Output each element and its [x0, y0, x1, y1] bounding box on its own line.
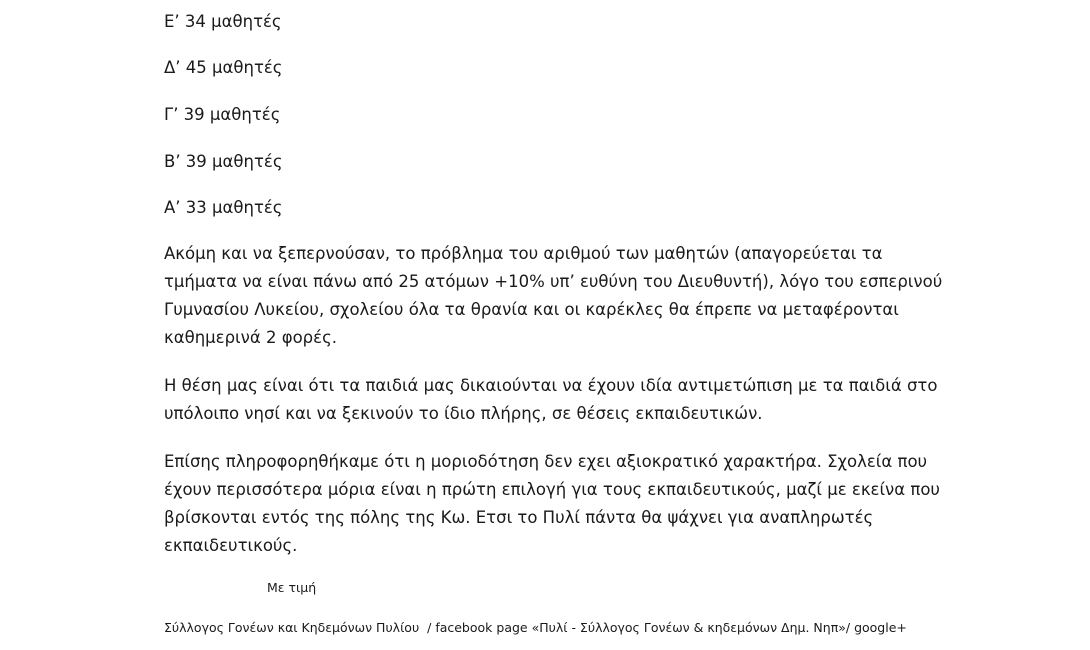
class-count-b: Β’ 39 μαθητές — [164, 152, 283, 171]
paragraph-teacher-allocation: Επίσης πληροφορηθήκαμε ότι η μοριοδότηση δεν εχει αξιοκρατικό χαρακτήρα. Σχολεία που έχουν περισσότερα μόρια είναι η πρώτη επιλογή για τους εκπαιδευτικούς, μαζί με εκείνα που βρίσκονται εντός της πόλης της Κω. Ετσι το Πυλί πάντα θα ψάχνει για αναπληρωτές εκπαιδευτικούς. — [164, 452, 940, 555]
paragraph-equal-treatment: Η θέση μας είναι ότι τα παιδιά μας δικαιούνται να έχουν ιδία αντιμετώπιση με τα παιδιά στο υπόλοιπο νησί και να ξεκινούν το ίδιο πλήρης, σε θέσεις εκπαιδευτικών. — [164, 376, 938, 423]
footer-signature: Σύλλογος Γονέων και Κηδεμόνων Πυλίου / facebook page «Πυλί - Σύλλογος Γονέων & κηδεμόνων Δημ. Νηπ»/ google+ — [164, 620, 907, 635]
signoff: Με τιμή — [267, 580, 317, 595]
class-count-a: Α’ 33 μαθητές — [164, 198, 283, 217]
class-count-d: Δ’ 45 μαθητές — [164, 58, 283, 77]
paragraph-student-numbers: Ακόμη και να ξεπερνούσαν, το πρόβλημα του αριθμού των μαθητών (απαγορεύεται τα τμήματα να είναι πάνω από 25 ατόμων +10% υπ’ ευθύνη του Διευθυντή), λόγο του εσπερινού Γυμνασίου Λυκείου, σχολείου όλα τα θρανία και οι καρέκλες θα έπρεπε να μεταφέρονται καθημερινά 2 φορές. — [164, 244, 943, 347]
class-count-g: Γ’ 39 μαθητές — [164, 105, 281, 124]
class-count-e: Ε’ 34 μαθητές — [164, 12, 282, 31]
